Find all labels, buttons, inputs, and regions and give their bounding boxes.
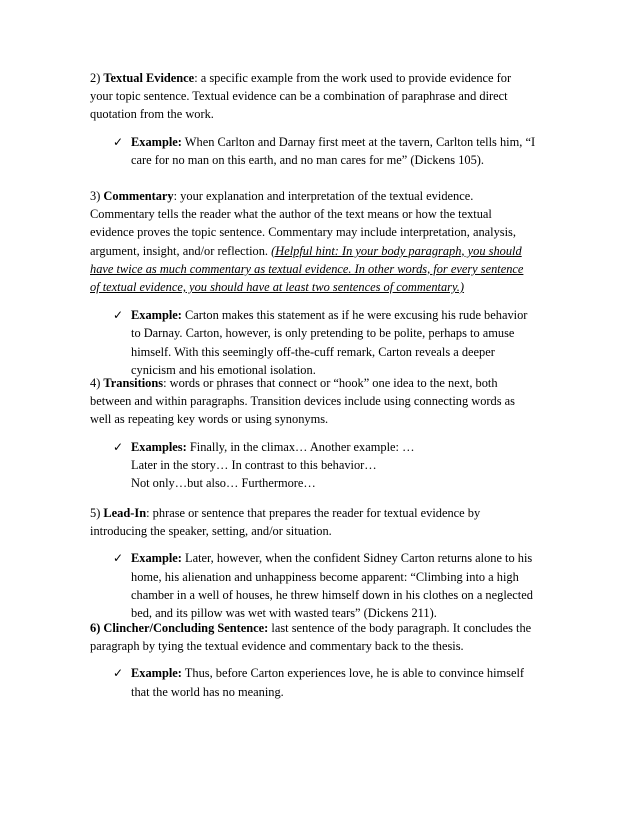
check-icon: ✓ bbox=[113, 551, 124, 566]
section-number: 2) bbox=[90, 71, 104, 85]
section-textual-evidence bbox=[90, 69, 550, 169]
check-icon: ✓ bbox=[113, 439, 124, 454]
section-clincher bbox=[90, 619, 550, 701]
example-label: Example: bbox=[131, 134, 182, 149]
definition-paragraph: 4) Transitions: words or phrases that connect or “hook” one idea to the next, both between and within paragraphs. Transition devices include using connecting words as well as repeating key words or using synonyms. bbox=[90, 376, 515, 427]
section-term: Transitions bbox=[103, 376, 164, 390]
section-lead-in bbox=[90, 504, 550, 622]
check-icon: ✓ bbox=[113, 134, 124, 149]
helpful-hint: (Helpful hint: In your body paragraph, you should bbox=[271, 243, 522, 258]
section-commentary bbox=[90, 187, 550, 379]
check-icon: ✓ bbox=[113, 308, 124, 323]
section-term: Lead-In bbox=[103, 506, 147, 520]
section-term: 6) Clincher/Concluding Sentence: bbox=[90, 621, 269, 635]
example-item: ✓ Example: Carton makes this statement as if he were excusing his rude behavior to Darnay. Carton, however, is only pretending to be polite, perhaps to amuse himself. With this seemingly off-the-cuff remark, Carton reveals a deeper cynicism and his emotional isolation. bbox=[113, 308, 528, 377]
example-label: Example: bbox=[131, 666, 182, 681]
definition-paragraph: 3) Commentary: your explanation and interpretation of the textual evidence. Commentary tells the reader what the author of the text means or how the textual evidence proves the topic sentence. Commentary may include interpretation, analysis, argument, insight, and/or reflection. (Helpful hint: In your body paragraph, you should have twice as much commentary as textual evidence. In other words, for every sentence of textual evidence, you should have at least two sentences of commentary.) bbox=[90, 189, 524, 295]
section-term: Commentary bbox=[103, 189, 174, 203]
definition-paragraph: 2) Textual Evidence: a specific example from the work used to provide evidence for your topic sentence. Textual evidence can be a combination of paraphrase and direct quotation from the work. bbox=[90, 71, 512, 122]
example-label: Example: bbox=[131, 308, 182, 323]
example-item: ✓ Example: Thus, before Carton experiences love, he is able to convince himself that the world has no meaning. bbox=[113, 666, 525, 699]
check-icon: ✓ bbox=[113, 666, 124, 681]
example-label: Example: bbox=[131, 551, 182, 566]
example-item: ✓ Example: Later, however, when the confident Sidney Carton returns alone to his home, his alienation and unhappiness become apparent: “Climbing into a high chamber in a well of houses, he threw himself down in his clothes on a neglected bed, and its pillow was wet with wasted tears” (Dickens 211). bbox=[113, 551, 533, 621]
example-item: ✓ Examples: Finally, in the climax… Another example: … Later in the story… In contrast to this behavior… Not only…but also… Furthermore… bbox=[113, 439, 415, 491]
example-label: Examples: bbox=[131, 439, 187, 454]
section-term: Textual Evidence bbox=[103, 71, 195, 85]
section-number: 5) bbox=[90, 506, 104, 520]
section-number: 3) bbox=[90, 189, 104, 203]
definition-paragraph: 5) Lead-In: phrase or sentence that prepares the reader for textual evidence by introducing the speaker, setting, and/or situation. bbox=[90, 506, 481, 539]
section-transitions bbox=[90, 374, 550, 492]
definition-paragraph: 6) Clincher/Concluding Sentence: last sentence of the body paragraph. It concludes the paragraph by tying the textual evidence and commentary back to the thesis. bbox=[90, 621, 532, 654]
example-item: ✓ Example: When Carlton and Darnay first meet at the tavern, Carlton tells him, “I care for no man on this earth, and no man cares for me” (Dickens 105). bbox=[113, 134, 536, 167]
section-number: 4) bbox=[90, 376, 104, 390]
